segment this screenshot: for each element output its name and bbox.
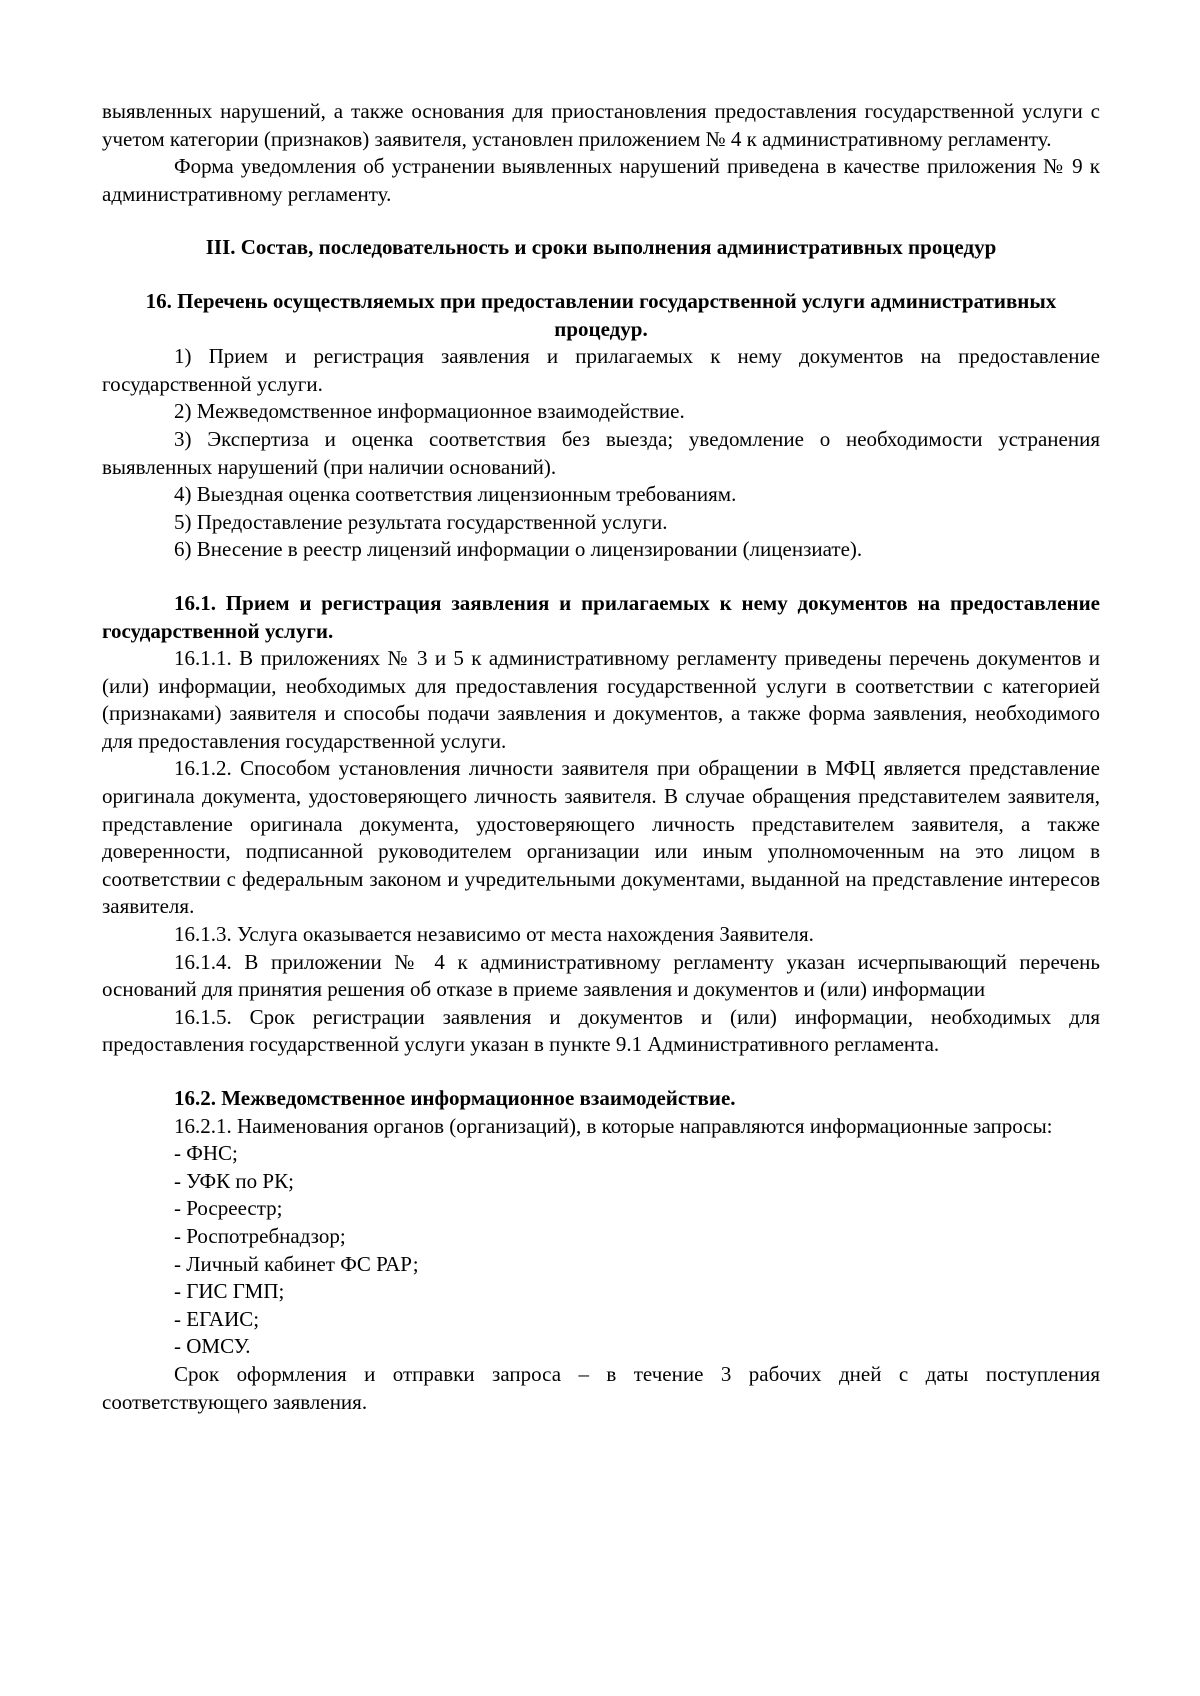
agency-item: - ФНС; [174,1141,238,1166]
agencies-list [102,1140,1100,1361]
agency-item: - ОМСУ. [174,1334,251,1359]
clause-16-1-1: 16.1.1. В приложениях № 3 и 5 к административному регламенту приведены перечень документов и (или) информации, необходимых для предоставления государственной услуги в соответствии с категорией (признаками) заявителя и способы подачи заявления и документов, а также форма заявления, необходимого для предоставления государственной услуги. [102,646,1100,753]
agency-item: - Личный кабинет ФС РАР; [174,1251,419,1276]
clause-16-1-4: 16.1.4. В приложении № 4 к административному регламенту указан исчерпывающий перечень оснований для принятия решения об отказе в приеме заявления и документов и (или) информации [102,949,1100,1002]
intro-paragraph-1: выявленных нарушений, а также основания для приостановления предоставления государственной услуги с учетом категории (признаков) заявителя, установлен приложением № 4 к административному регламенту. [102,99,1100,151]
intro-paragraph-2: Форма уведомления об устранении выявленных нарушений приведена в качестве приложения № 9 к административному регламенту. [102,154,1100,206]
procedure-item: 5) Предоставление результата государственной услуги. [174,509,668,534]
section-16-1-heading: 16.1. Прием и регистрация заявления и прилагаемых к нему документов на предоставление государственной услуги. [102,590,1100,643]
section-3-heading: III. Состав, последовательность и сроки выполнения административных процедур [205,235,997,260]
clause-16-2-1: 16.2.1. Наименования органов (организаций), в которые направляются информационные запросы: [174,1113,1053,1138]
procedure-item: 6) Внесение в реестр лицензий информации о лицензировании (лицензиате). [174,537,863,562]
procedure-item: 2) Межведомственное информационное взаимодействие. [174,399,685,424]
procedure-item: 1) Прием и регистрация заявления и прилагаемых к нему документов на предоставление государственной услуги. [102,344,1100,396]
procedure-item: 4) Выездная оценка соответствия лицензионным требованиям. [174,482,737,507]
agency-item: - ЕГАИС; [174,1306,260,1331]
agency-item: - Роспотребнадзор; [174,1223,346,1248]
section-16-heading: 16. Перечень осуществляемых при предоставлении государственной услуги административных процедур. [145,288,1057,341]
agency-item: - УФК по РК; [174,1168,294,1193]
request-deadline-paragraph: Срок оформления и отправки запроса – в течение 3 рабочих дней с даты поступления соответствующего заявления. [102,1361,1100,1414]
clause-16-1-5: 16.1.5. Срок регистрации заявления и документов и (или) информации, необходимых для предоставления государственной услуги указан в пункте 9.1 Административного регламента. [102,1004,1100,1057]
procedure-item: 3) Экспертиза и оценка соответствия без выезда; уведомление о необходимости устранения выявленных нарушений (при наличии оснований). [102,426,1100,479]
agency-item: - ГИС ГМП; [174,1279,285,1304]
clause-16-1-2: 16.1.2. Способом установления личности заявителя при обращении в МФЦ является представление оригинала документа, удостоверяющего личность заявителя. В случае обращения представителем заявителя, представление оригинала документа, удостоверяющего личность представителем заявителя, а также доверенности, подписанной руководителем организации или иным уполномоченным на это лицом в соответствии с федеральным законом и учредительными документами, выданной на представление интересов заявителя. [102,756,1100,919]
clause-16-1-3: 16.1.3. Услуга оказывается независимо от места нахождения Заявителя. [174,922,814,947]
agency-item: - Росреестр; [174,1196,283,1221]
section-16-2-heading: 16.2. Межведомственное информационное взаимодействие. [174,1086,736,1110]
procedures-list [102,343,1100,564]
